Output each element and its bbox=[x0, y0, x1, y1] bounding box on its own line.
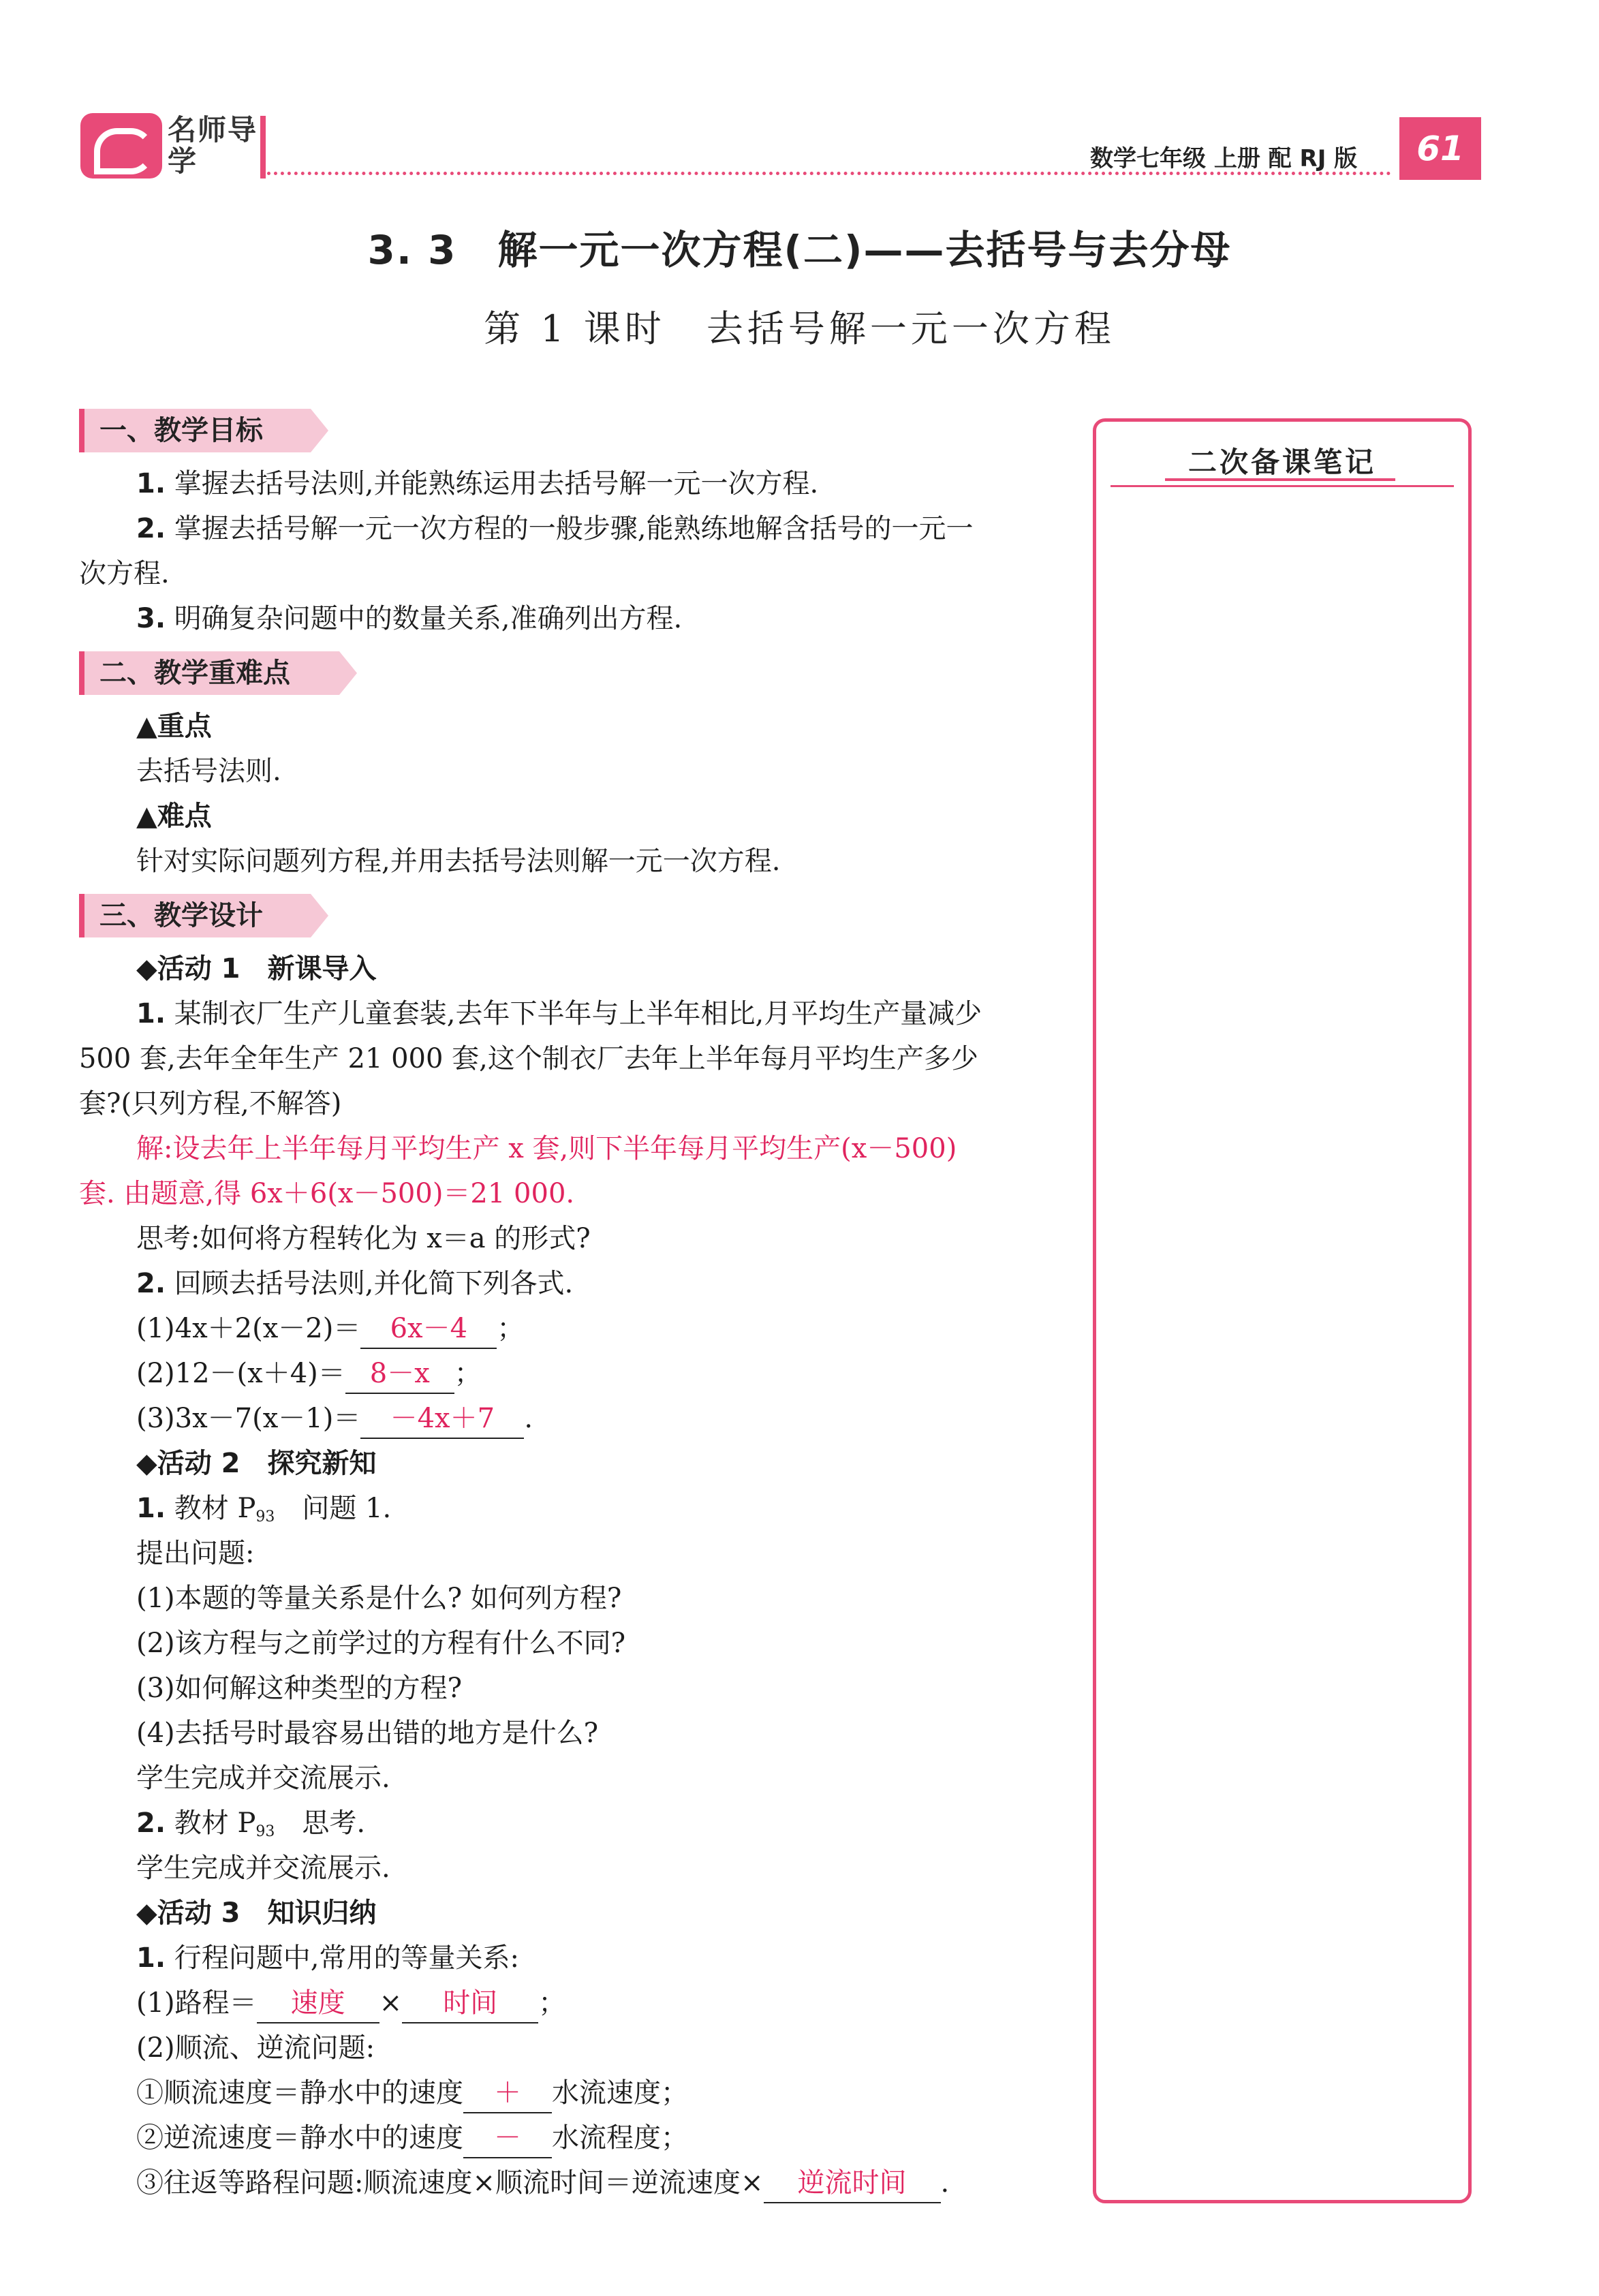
notes-box bbox=[1093, 418, 1472, 2203]
exercise-2-answer: 8－x bbox=[345, 1354, 454, 1394]
question-1: (1)本题的等量关系是什么? 如何列方程? bbox=[136, 1583, 622, 1614]
lesson-subtitle: 第 1 课时 去括号解一元一次方程 bbox=[484, 307, 1115, 350]
think-question: 思考:如何将方程转化为 x＝a 的形式? bbox=[136, 1223, 591, 1254]
key-point-text: 去括号法则. bbox=[136, 756, 281, 787]
ask-questions-label: 提出问题: bbox=[136, 1538, 255, 1569]
question-2: (2)该方程与之前学过的方程有什么不同? bbox=[136, 1628, 626, 1659]
logo-icon bbox=[80, 113, 162, 179]
book-info: 数学七年级 上册 配 RJ 版 bbox=[1090, 145, 1358, 172]
header-divider bbox=[260, 116, 266, 179]
goal-item-3: 3. 明确复杂问题中的数量关系,准确列出方程. bbox=[136, 603, 683, 634]
question-3: (3)如何解这种类型的方程? bbox=[136, 1673, 463, 1704]
section-banner-goals: 一、教学目标 bbox=[79, 409, 311, 452]
student-note-1: 学生完成并交流展示. bbox=[136, 1763, 390, 1794]
exercise-3-answer: －4x＋7 bbox=[360, 1399, 524, 1439]
problem-2: 2. 回顾去括号法则,并化简下列各式. bbox=[136, 1268, 574, 1299]
textbook-ref-1: 1. 教材 $P_{93}$ 问题 1. bbox=[136, 1493, 392, 1525]
textbook-ref-2: 2. 教材 $P_{93}$ 思考. bbox=[136, 1808, 366, 1840]
activity-3-label: ◆活动 3 知识归纳 bbox=[136, 1897, 377, 1929]
exercise-3: (3)3x－7(x－1)＝ －4x＋7 . bbox=[136, 1399, 533, 1439]
round-trip-relation: ③往返等路程问题:顺流速度×顺流时间＝逆流速度× 逆流时间 . bbox=[136, 2164, 949, 2203]
notes-title-rule bbox=[1111, 485, 1454, 487]
upstream-speed: ②逆流速度＝静水中的速度 － 水流程度； bbox=[136, 2119, 688, 2158]
upstream-time-answer: 逆流时间 bbox=[764, 2164, 941, 2203]
key-point-label: ▲重点 bbox=[136, 711, 212, 742]
problem-1-line-1: 1. 某制衣厂生产儿童套装,去年下半年与上半年相比,月平均生产量减少 bbox=[136, 998, 982, 1029]
student-note-2: 学生完成并交流展示. bbox=[136, 1852, 390, 1884]
relation-stream: (2)顺流、逆流问题: bbox=[136, 2032, 375, 2064]
exercise-2: (2)12－(x＋4)＝ 8－x ； bbox=[136, 1354, 482, 1394]
relation-distance: (1)路程＝ 速度 × 时间 ； bbox=[136, 1984, 565, 2023]
activity-2-label: ◆活动 2 探究新知 bbox=[136, 1448, 377, 1479]
knowledge-1: 1. 行程问题中,常用的等量关系: bbox=[136, 1942, 519, 1974]
answer-line-2: 套. 由题意,得 6x＋6(x－500)＝21 000. bbox=[79, 1178, 575, 1209]
problem-1-line-2: 500 套,去年全年生产 21 000 套,这个制衣厂去年上半年每月平均生产多少 bbox=[79, 1043, 978, 1074]
problem-1-line-3: 套?(只列方程,不解答) bbox=[79, 1088, 342, 1119]
exercise-1: (1)4x＋2(x－2)＝ 6x－4 ； bbox=[136, 1309, 524, 1349]
minus-answer: － bbox=[463, 2119, 552, 2158]
goal-item-1: 1. 掌握去括号法则,并能熟练运用去括号解一元一次方程. bbox=[136, 468, 819, 499]
difficulty-label: ▲难点 bbox=[136, 801, 212, 832]
notes-title-underline bbox=[1165, 478, 1395, 481]
section-banner-keypoints: 二、教学重难点 bbox=[79, 651, 339, 695]
time-answer: 时间 bbox=[402, 1984, 538, 2023]
page-number: 61 bbox=[1399, 117, 1481, 180]
lesson-title: 3. 3 解一元一次方程(二)——去括号与去分母 bbox=[367, 227, 1232, 273]
activity-1-label: ◆活动 1 新课导入 bbox=[136, 953, 377, 984]
speed-answer: 速度 bbox=[257, 1984, 379, 2023]
question-4: (4)去括号时最容易出错的地方是什么? bbox=[136, 1718, 599, 1749]
logo-text: 名师导学 bbox=[168, 113, 258, 178]
goal-item-2-cont: 次方程. bbox=[79, 558, 170, 589]
downstream-speed: ①顺流速度＝静水中的速度 ＋ 水流速度； bbox=[136, 2074, 688, 2113]
difficulty-text: 针对实际问题列方程,并用去括号法则解一元一次方程. bbox=[136, 846, 781, 877]
goal-item-2: 2. 掌握去括号解一元一次方程的一般步骤,能熟练地解含括号的一元一 bbox=[136, 513, 974, 544]
answer-line-1: 解:设去年上半年每月平均生产 x 套,则下半年每月平均生产(x－500) bbox=[136, 1133, 957, 1164]
section-banner-design: 三、教学设计 bbox=[79, 894, 311, 937]
notes-title: 二次备课笔记 bbox=[1187, 446, 1376, 479]
plus-answer: ＋ bbox=[463, 2074, 552, 2113]
exercise-1-answer: 6x－4 bbox=[360, 1309, 497, 1349]
publisher-logo bbox=[80, 109, 264, 183]
